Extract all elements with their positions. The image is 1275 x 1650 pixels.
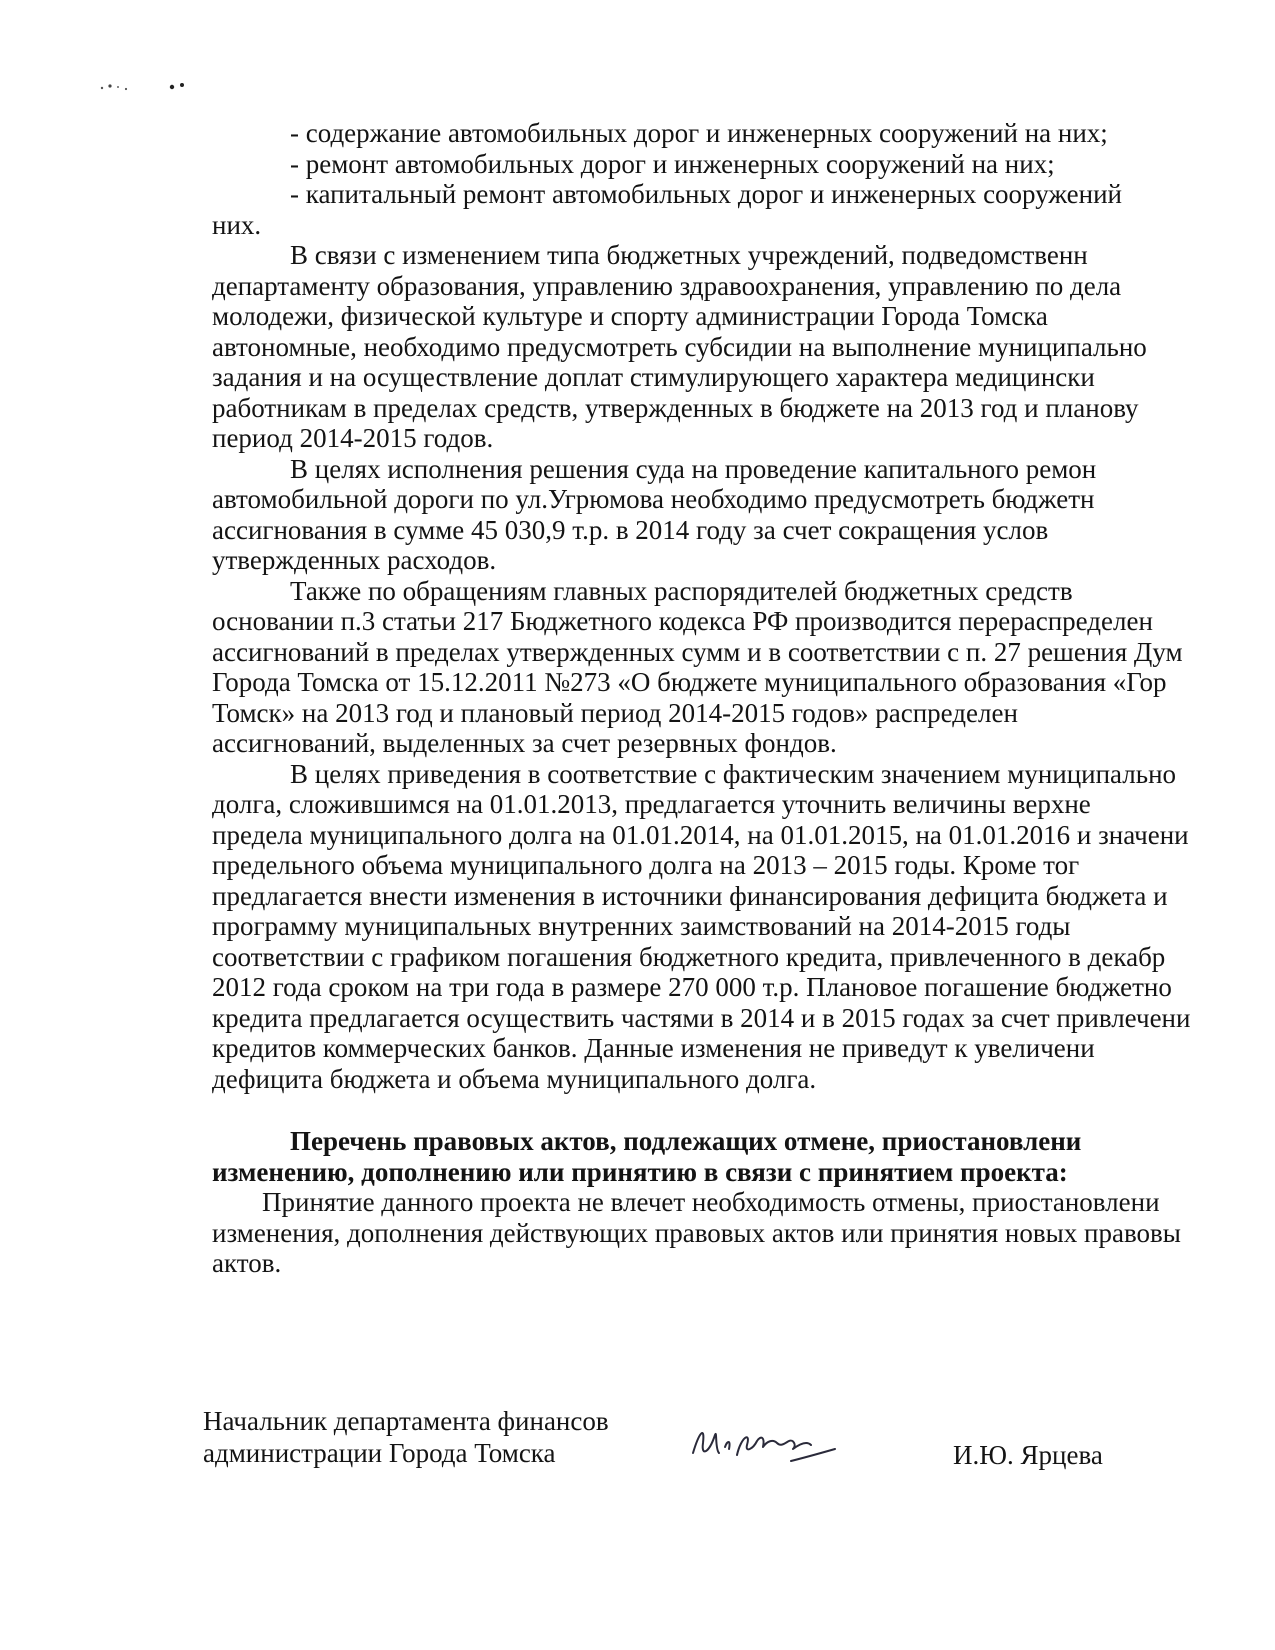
list-continuation: них. — [212, 209, 262, 240]
paragraph-line: ассигнований, выделенных за счет резервных фондов. — [212, 728, 837, 758]
paragraph-line: предельного объема муниципального долга на 2013 – 2015 годы. Кроме тог — [212, 850, 1080, 880]
paragraph-line: Томск» на 2013 год и плановый период 2014-2015 годов» распределен — [212, 697, 1018, 728]
paragraph-line: молодежи, физической культуре и спорту администрации Города Томска — [212, 301, 1048, 331]
paragraph-line: предлагается внести изменения в источники финансирования дефицита бюджета и — [212, 880, 1168, 911]
paragraph-line: ассигнований в пределах утвержденных сумм и в соответствии с п. 27 решения Дум — [212, 636, 1183, 667]
paragraph-line: работникам в пределах средств, утвержденных в бюджете на 2013 год и планову — [212, 392, 1139, 423]
heading-line: изменению, дополнению или принятию в связи с принятием проекта: — [212, 1156, 1068, 1187]
list-item: - капитальный ремонт автомобильных дорог и инженерных сооружений — [290, 179, 1122, 209]
section-gap — [212, 1094, 1275, 1126]
paragraph-line: период 2014-2015 годов. — [212, 423, 494, 453]
document-body — [212, 118, 1275, 1279]
paragraph-line: долга, сложившимся на 01.01.2013, предлагается уточнить величины верхне — [212, 789, 1091, 819]
paragraph-court-decision — [212, 454, 1275, 576]
signature-block — [203, 1405, 1275, 1495]
paragraph-line: кредита предлагается осуществить частями в 2014 и в 2015 годах за счет привлечени — [212, 1002, 1191, 1033]
paragraph-line: соответствии с графиком погашения бюджетного кредита, привлеченного в декабр — [212, 941, 1166, 972]
paragraph-line: предела муниципального долга на 01.01.2014, на 01.01.2015, на 01.01.2016 и значени — [212, 819, 1189, 850]
signatory-title-line: Начальник департамента финансов — [203, 1406, 609, 1436]
paragraph-line: автомобильной дороги по ул.Угрюмова необходимо предусмотреть бюджетн — [212, 484, 1095, 514]
paragraph-line: В целях приведения в соответствие с фактическим значением муниципально — [290, 758, 1177, 789]
list-item: - содержание автомобильных дорог и инженерных сооружений на них; — [290, 118, 1108, 148]
paragraph-line: департаменту образования, управлению здравоохранения, управлению по дела — [212, 270, 1122, 301]
paragraph-line: актов. — [212, 1248, 282, 1278]
signatory-name: И.Ю. Ярцева — [953, 1440, 1103, 1470]
paragraph-line: Принятие данного проекта не влечет необходимость отмены, приостановлени — [262, 1187, 1160, 1217]
paragraph-municipal-debt — [212, 759, 1275, 1095]
paragraph-line: изменения, дополнения действующих правовых актов или принятия новых правовы — [212, 1217, 1181, 1248]
scan-specks — [100, 80, 220, 100]
signatory-title-line: администрации Города Томска — [203, 1438, 556, 1468]
list-item: - ремонт автомобильных дорог и инженерных сооружений на них; — [290, 148, 1055, 179]
paragraph-reorganization — [212, 240, 1275, 454]
paragraph-line: основании п.3 статьи 217 Бюджетного кодекса РФ производится перераспределен — [212, 606, 1153, 636]
section-heading — [212, 1126, 1275, 1187]
paragraph-line: кредитов коммерческих банков. Данные изменения не приведут к увеличени — [212, 1033, 1095, 1063]
paragraph-line: ассигнования в сумме 45 030,9 т.р. в 2014 году за счет сокращения услов — [212, 514, 1049, 545]
paragraph-final — [212, 1187, 1275, 1279]
paragraph-line: Города Томска от 15.12.2011 №273 «О бюджете муниципального образования «Гор — [212, 667, 1167, 697]
paragraph-line: утвержденных расходов. — [212, 545, 497, 575]
paragraph-line: задания и на осуществление доплат стимулирующего характера медицински — [212, 362, 1095, 392]
paragraph-line: автономные, необходимо предусмотреть субсидии на выполнение муниципально — [212, 331, 1147, 362]
paragraph-line: В связи с изменением типа бюджетных учреждений, подведомственн — [290, 240, 1088, 270]
handwritten-signature — [681, 1413, 851, 1473]
paragraph-line: программу муниципальных внутренних заимствований на 2014-2015 годы — [212, 911, 1071, 941]
paragraph-redistribution — [212, 576, 1275, 759]
paragraph-line: В целях исполнения решения суда на проведение капитального ремон — [290, 453, 1097, 484]
paragraph-line: дефицита бюджета и объема муниципального долга. — [212, 1063, 817, 1094]
heading-line: Перечень правовых актов, подлежащих отмене, приостановлени — [290, 1126, 1082, 1156]
paragraph-line: 2012 года сроком на три года в размере 270 000 т.р. Плановое погашение бюджетно — [212, 972, 1172, 1002]
paragraph-line: Также по обращениям главных распорядителей бюджетных средств — [290, 575, 1073, 606]
